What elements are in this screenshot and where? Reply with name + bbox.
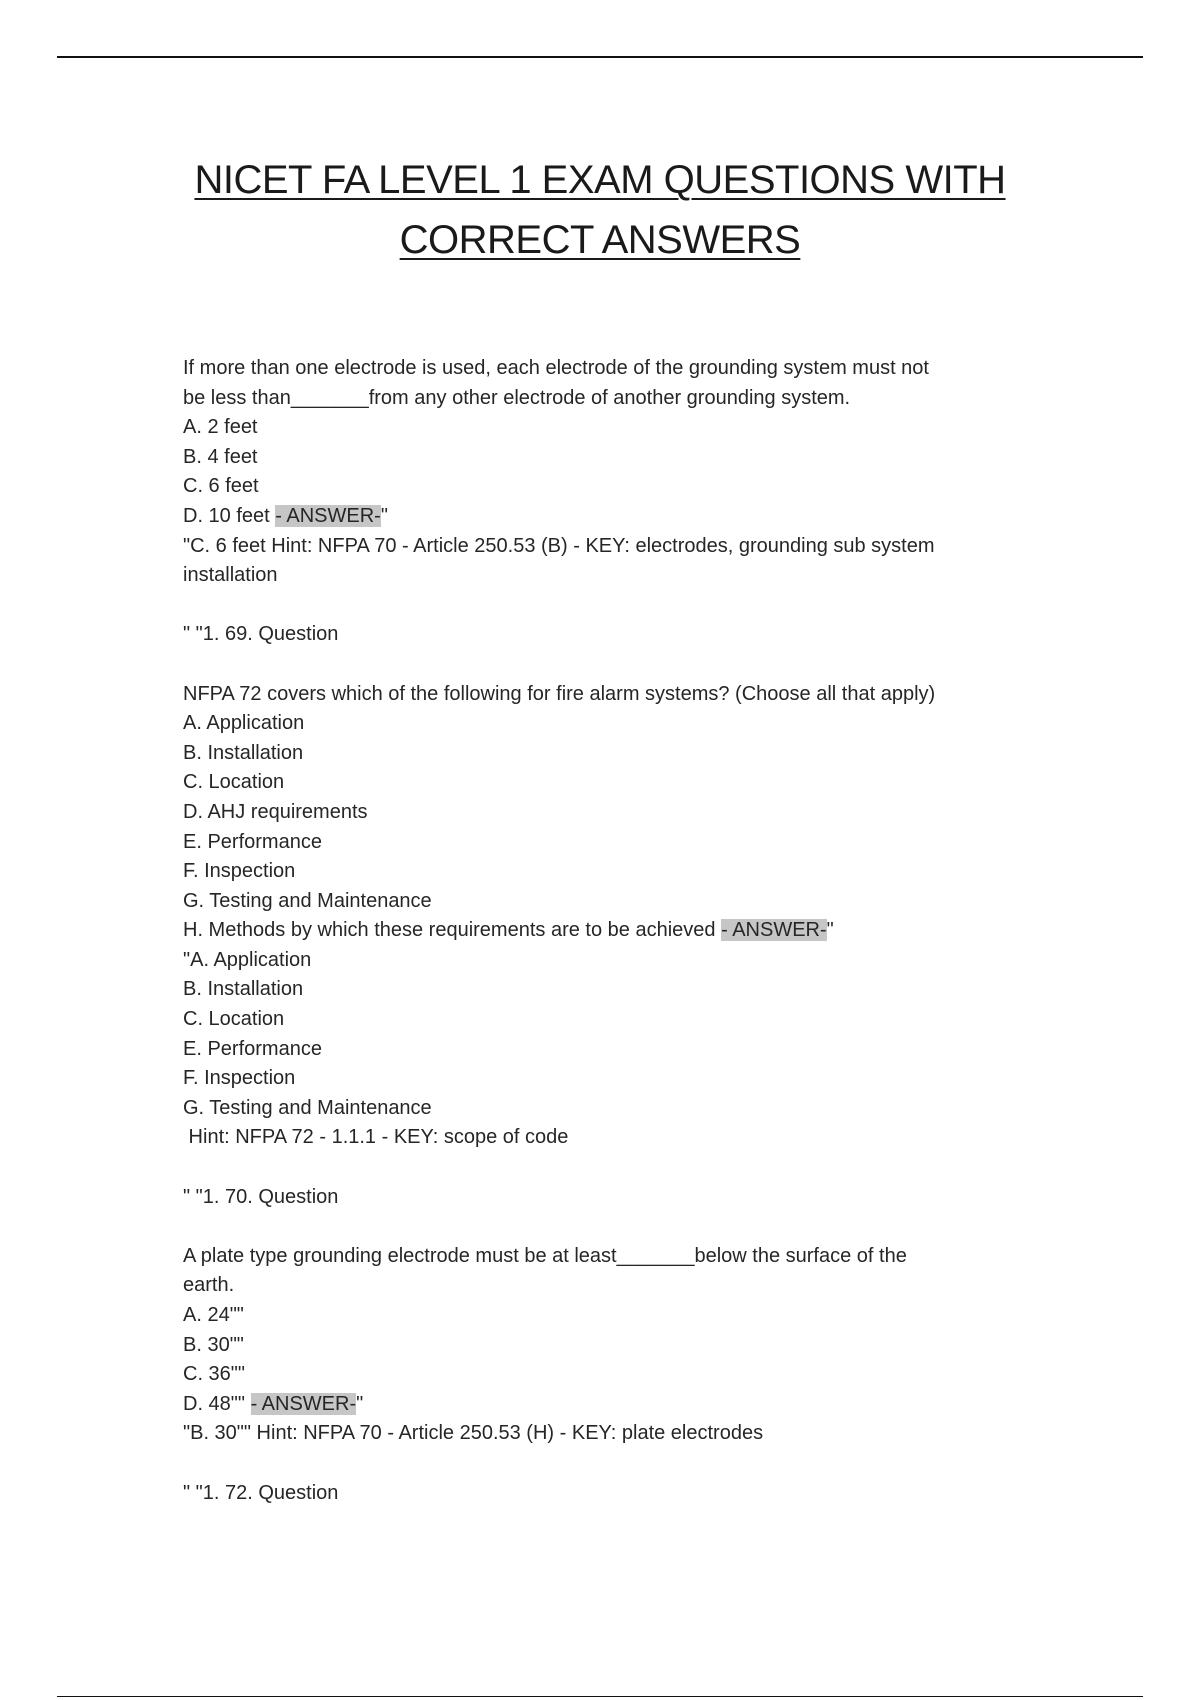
question-stem: be less than_______from any other electrode of another grounding system. [183,386,851,409]
answer-marker: - ANSWER- [250,1392,357,1415]
answer-text: E. Performance [183,1037,322,1060]
option-item: A. 24"" [183,1304,244,1326]
option-item-with-answer [183,916,1063,946]
option-item: F. Inspection [183,860,296,883]
title-line-2: CORRECT ANSWERS [399,218,801,262]
option-item: B. Installation [183,741,304,764]
answer-text: installation [183,564,278,587]
question-label: " "1. 69. Question [183,623,339,646]
option-item: C. 6 feet [183,475,259,498]
question-block-2 [183,680,1063,1242]
page-title [150,150,1050,270]
question-block-1 [183,354,1063,680]
question-label: " "1. 70. Question [183,1185,339,1208]
answer-hint: Hint: NFPA 72 - 1.1.1 - KEY: scope of code [183,1126,569,1149]
option-item-with-answer [183,502,1063,532]
answer-quote: " [380,504,388,527]
option-item: B. 4 feet [183,445,258,468]
question-stem: NFPA 72 covers which of the following for fire alarm systems? (Choose all that apply) [183,682,936,705]
option-text: H. Methods by which these requirements are to be achieved [183,919,722,942]
answer-quote: " [826,919,834,942]
answer-text: "A. Application [183,948,312,971]
answer-text: G. Testing and Maintenance [183,1096,432,1119]
option-item: E. Performance [183,830,322,853]
answer-text: "B. 30"" Hint: NFPA 70 - Article 250.53 (H) - KEY: plate electrodes [183,1422,764,1445]
footer-rule [57,1696,1143,1697]
answer-text: C. Location [183,1008,285,1031]
option-item-with-answer [183,1390,1063,1420]
question-block-3 [183,1242,1063,1508]
option-item: A. 2 feet [183,416,258,439]
option-item: B. 30"" [183,1333,244,1356]
question-stem: A plate type grounding electrode must be at least_______below the surface of the [183,1244,907,1267]
document-body [183,354,1063,1508]
question-stem: If more than one electrode is used, each electrode of the grounding system must not [183,357,929,379]
header-rule [57,56,1143,58]
answer-text: "C. 6 feet Hint: NFPA 70 - Article 250.53 (B) - KEY: electrodes, grounding sub system [183,534,935,557]
option-text: D. 10 feet [183,504,276,527]
answer-text: B. Installation [183,978,304,1001]
answer-marker: - ANSWER- [721,919,827,942]
answer-text: F. Inspection [183,1067,296,1090]
answer-quote: " [356,1392,364,1415]
question-stem: earth. [183,1274,235,1297]
title-line-1: NICET FA LEVEL 1 EXAM QUESTIONS WITH [194,158,1006,202]
option-item: A. Application [183,712,305,735]
option-item: C. Location [183,771,285,794]
option-item: D. AHJ requirements [183,800,368,823]
answer-marker: - ANSWER- [275,504,381,527]
option-item: C. 36"" [183,1363,246,1386]
question-label: " "1. 72. Question [183,1481,339,1504]
option-text: D. 48"" [183,1392,251,1415]
option-item: G. Testing and Maintenance [183,889,432,912]
